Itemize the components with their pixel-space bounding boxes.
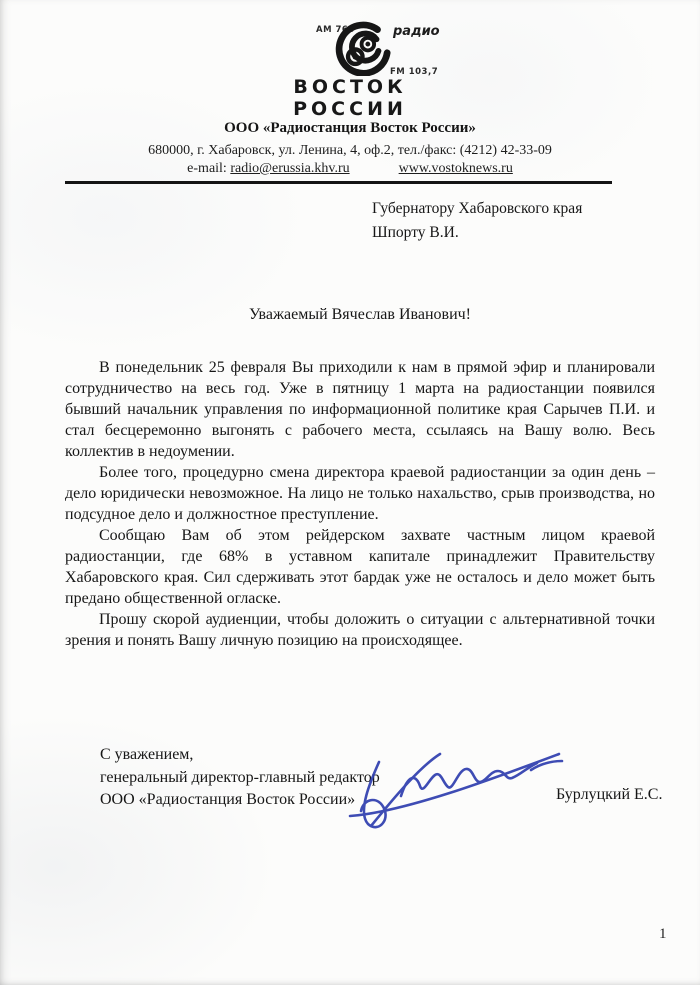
- body-paragraph: Более того, процедурно смена директора краевой радиостанции за один день – дело юридически невозможное. На лицо не только нахальство, срыв производства, но подсудное дело и должностное преступление.: [65, 464, 655, 523]
- email-address: radio@erussia.khv.ru: [230, 161, 350, 176]
- brand-title-line1: ВОСТОК: [293, 76, 407, 98]
- body-paragraph: В понедельник 25 февраля Вы приходили к нам в прямой эфир и планировали сотрудничество на весь год. Уже в пятницу 1 марта на радиостанции появился бывший начальник управления по информационной политике края Сарычев П.И. и стал бесцеремонно выгонять с рабочего места, ссылаясь на Вашу волю. Весь коллектив в недоумении.: [65, 359, 655, 460]
- page-number: 1: [659, 926, 667, 942]
- company-name: ООО «Радиостанция Восток России»: [224, 120, 476, 136]
- company-address: 680000, г. Хабаровск, ул. Ленина, 4, оф.2, тел./факс: (4212) 42-33-09: [148, 143, 552, 158]
- letterhead-divider: [65, 181, 612, 184]
- signer-title-line2: ООО «Радиостанция Восток России»: [100, 791, 356, 808]
- recipient-title: Губернатору Хабаровского края: [372, 200, 583, 217]
- body-paragraph: Прошу скорой аудиенции, чтобы доложить о ситуации с альтернативной точки зрения и понять Вашу личную позицию на происходящее.: [65, 611, 655, 649]
- closing-line: С уважением,: [100, 746, 194, 763]
- contacts-line: [0, 161, 700, 177]
- radio-word-label: радио: [393, 24, 440, 39]
- recipient-block: [372, 197, 582, 245]
- brand-title-line2: РОССИИ: [293, 98, 407, 120]
- station-logo: [250, 16, 450, 126]
- signature-block: [100, 744, 380, 812]
- salutation: Уважаемый Вячеслав Иванович!: [248, 306, 472, 323]
- letter-body: [65, 357, 655, 651]
- signer-name: Бурлуцкий Е.С.: [556, 786, 663, 803]
- signer-title-line1: генеральный директор-главный редактор: [100, 768, 380, 786]
- body-paragraph: Сообщаю Вам об этом рейдерском захвате частным лицом краевой радиостанции, где 68% в уставном капитале принадлежит Правительству Хабаровского края. Сил сдерживать этот бардак уже не осталось и дело может быть предано общественной огласке.: [65, 527, 655, 607]
- website-url: www.vostoknews.ru: [398, 161, 513, 176]
- am-frequency-label: АМ 765: [316, 25, 355, 35]
- fm-frequency-label: FM 103,7: [390, 67, 439, 77]
- recipient-name: Шпорту В.И.: [372, 224, 459, 241]
- email-label: e-mail:: [187, 161, 227, 176]
- radio-spiral-logo-icon: [334, 18, 392, 76]
- handwritten-signature: [345, 734, 573, 836]
